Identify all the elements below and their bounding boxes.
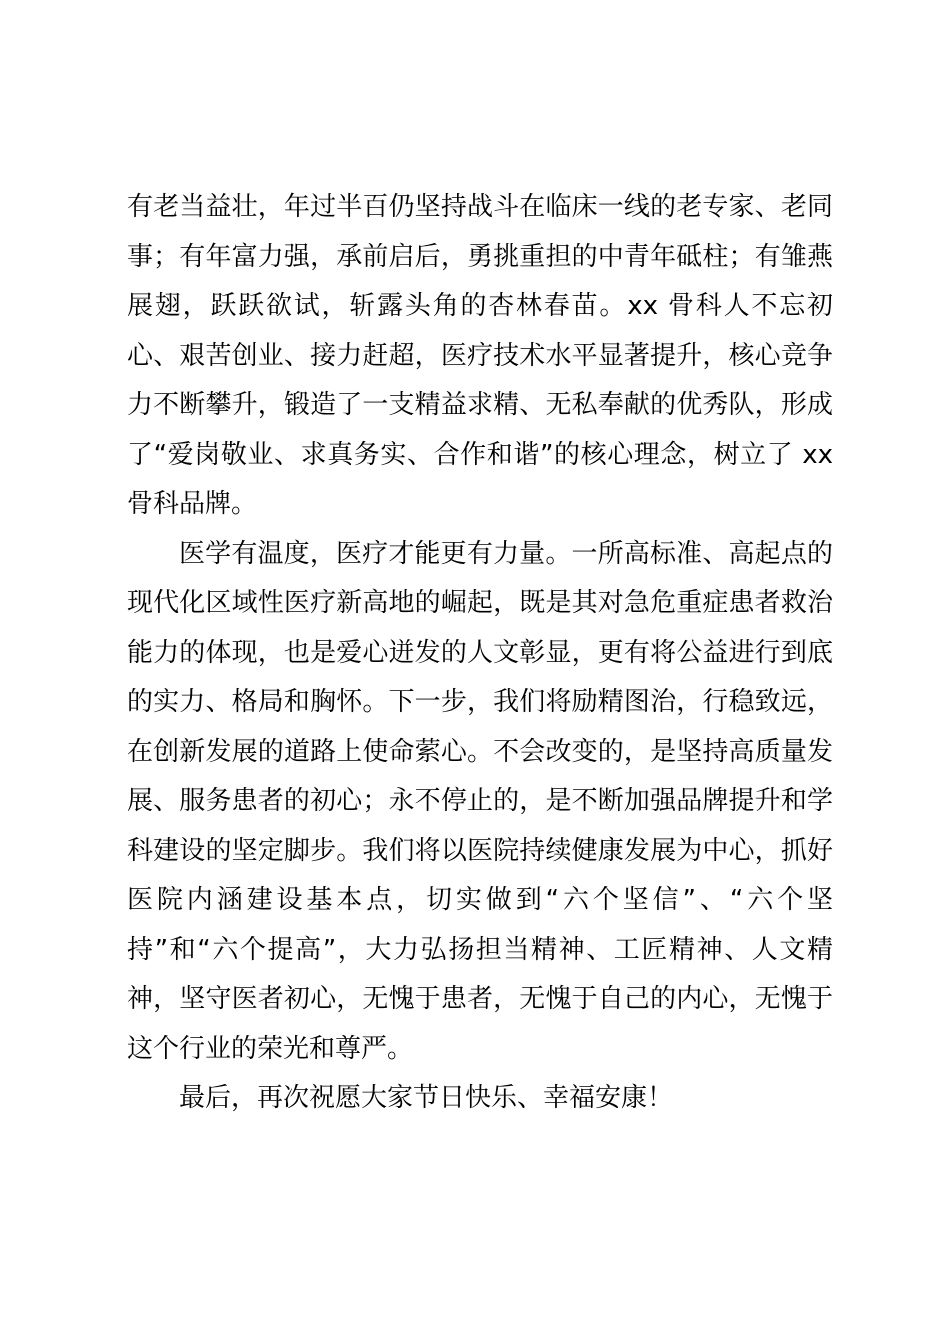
paragraph-2: 医学有温度，医疗才能更有力量。一所高标准、高起点的现代化区域性医疗新高地的崛起，既是其对急危重症患者救治能力的体现，也是爱心迸发的人文彰显，更有将公益进行到底的实力、格局和胸怀。下一步，我们将励精图治，行稳致远，在创新发展的道路上使命萦心。不会改变的，是坚持高质量发展、服务患者的初心；永不停止的，是不断加强品牌提升和学科建设的坚定脚步。我们将以医院持续健康发展为中心，抓好医院内涵建设基本点，切实做到“六个坚信”、“六个坚持”和“六个提高”，大力弘扬担当精神、工匠精神、人文精神，坚守医者初心，无愧于患者，无愧于自己的内心，无愧于这个行业的荣光和尊严。 [127,538,833,1064]
paragraph-1: 有老当益壮，年过半百仍坚持战斗在临床一线的老专家、老同事；有年富力强，承前启后，勇挑重担的中青年砥柱；有雏燕展翅，跃跃欲试，斩露头角的杏林春苗。xx 骨科人不忘初心、艰苦创业、接力赶超，医疗技术水平显著提升，核心竞争力不断攀升，锻造了一支精益求精、无私奉献的优秀队，形成了“爱岗敬业、求真务实、合作和谐”的核心理念，树立了 xx 骨科品牌。 [127,192,833,519]
document-body [127,183,833,1124]
paragraph-3: 最后，再次祝愿大家节日快乐、幸福安康！ [179,1083,674,1113]
